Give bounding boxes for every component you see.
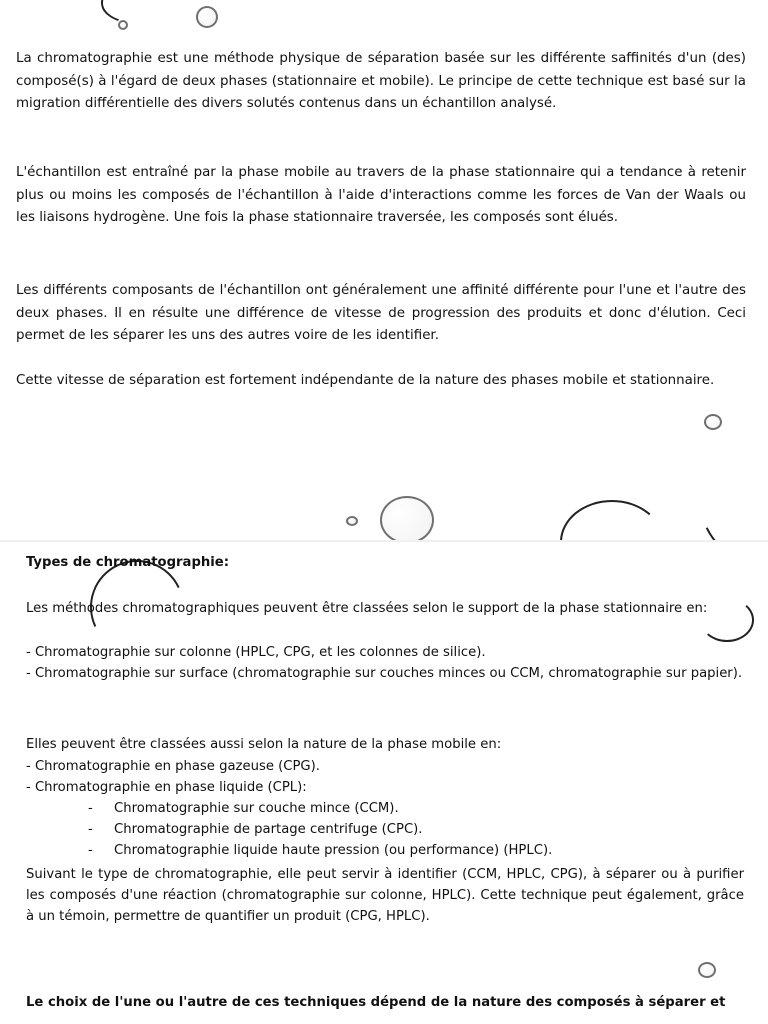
document-page-bottom [0, 542, 768, 1024]
decorative-arc [560, 500, 664, 540]
list-item: - Chromatographie sur surface (chromatographie sur couches minces ou CCM, chromatographie sur papier). [26, 666, 743, 681]
decorative-bubble [380, 496, 434, 540]
decorative-arc [96, 0, 259, 37]
support-list [26, 642, 744, 684]
list-item: - Chromatographie sur colonne (HPLC, CPG, et les colonnes de silice). [26, 645, 486, 660]
decorative-arc [683, 423, 768, 540]
section-title: Types de chromatographie: [26, 555, 230, 570]
decorative-bubble [196, 6, 218, 28]
list-item: - Chromatographie en phase liquide (CPL): [26, 780, 307, 795]
paragraph-speed: Cette vitesse de séparation est fortement indépendante de la nature des phases mobile et stationnaire. [16, 373, 715, 388]
list-item: - Chromatographie en phase gazeuse (CPG). [26, 759, 320, 774]
liquid-phase-sublist [26, 798, 744, 861]
paragraph-mechanism: L'échantillon est entraîné par la phase mobile au travers de la phase stationnaire qui a tendance à retenir plus ou moins les composés de l'échantillon à l'aide d'interactions comme les forces de Van der Waals ou les liaisons hydrogène. Une fois la phase stationnaire traversée, les composés sont élués. [16, 165, 746, 225]
paragraph-definition: La chromatographie est une méthode physique de séparation basée sur les différente saffinités d'un (des) composé(s) à l'égard de deux phases (stationnaire et mobile). Le principe de cette technique est basé sur la migration différentielle des divers solutés contenus dans un échantillon analysé. [16, 51, 746, 111]
sublist-item: - Chromatographie liquide haute pression (ou performance) (HPLC). [88, 840, 744, 861]
mobile-phase-list [26, 756, 744, 861]
mobile-phase-intro: Elles peuvent être classées aussi selon la nature de la phase mobile en: [26, 737, 502, 752]
decorative-bubble [704, 414, 722, 430]
sublist-item: - Chromatographie de partage centrifuge (CPC). [88, 819, 744, 840]
decorative-bubble [118, 20, 128, 30]
applications-paragraph: Suivant le type de chromatographie, elle peut servir à identifier (CCM, HPLC, CPG), à séparer ou à purifier les composés d'une réaction (chromatographie sur colonne, HPLC). Cette technique peut également, grâce à un témoin, permettre de quantifier un produit (CPG, HPLC). [26, 867, 744, 924]
choice-paragraph-start: Le choix de l'une ou l'autre de ces techniques dépend de la nature des composés à séparer et [26, 995, 726, 1010]
decorative-bubble [698, 962, 716, 978]
support-intro: Les méthodes chromatographiques peuvent être classées selon le support de la phase stationnaire en: [26, 601, 708, 616]
paragraph-separation: Les différents composants de l'échantillon ont généralement une affinité différente pour l'une et l'autre des deux phases. Il en résulte une différence de vitesse de progression des produits et donc d'élution. Ceci permet de les séparer les uns des autres voire de les identifier. [16, 283, 746, 343]
sublist-item: - Chromatographie sur couche mince (CCM). [88, 798, 744, 819]
decorative-bubble [346, 516, 358, 526]
